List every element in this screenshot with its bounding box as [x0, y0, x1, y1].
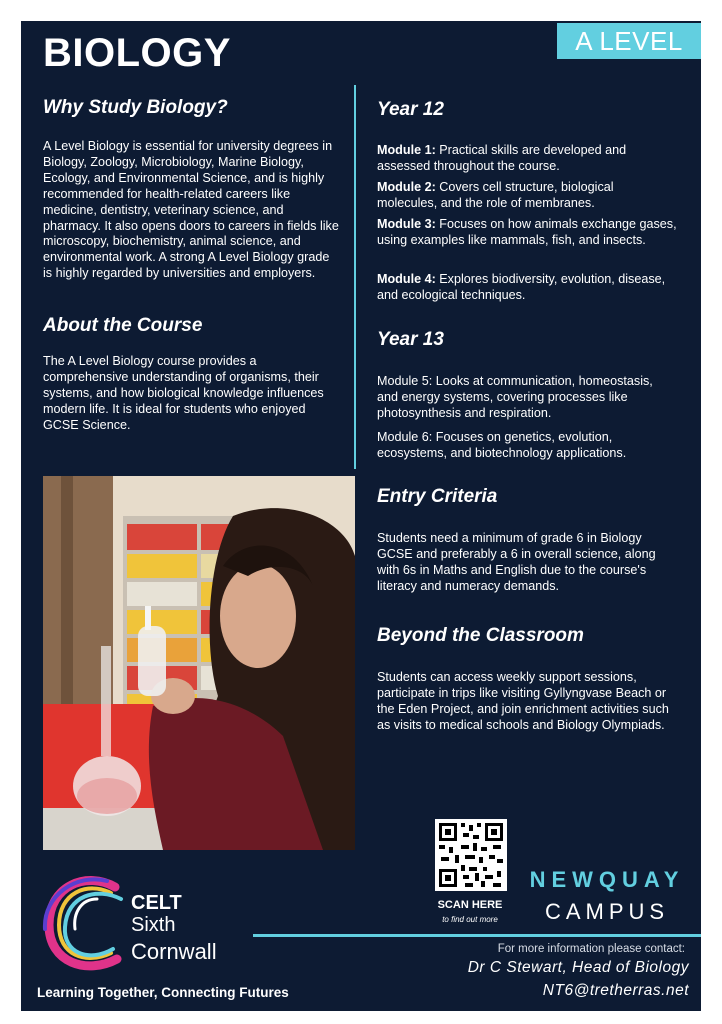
scan-here-label: SCAN HERE [437, 899, 503, 911]
contact-intro: For more information please contact: [497, 943, 685, 955]
module-4-text [377, 272, 677, 304]
module-4-label: Module 4: [377, 272, 436, 286]
about-course-heading: About the Course [43, 315, 203, 336]
campus-name: NEWQUAY [529, 867, 685, 892]
year-13-heading: Year 13 [377, 329, 444, 350]
year-12-heading: Year 12 [377, 99, 444, 120]
module-2-label: Module 2: [377, 180, 436, 194]
a-level-badge: A LEVEL [557, 23, 701, 59]
qr-code[interactable] [435, 819, 507, 891]
contact-name: Dr C Stewart, Head of Biology [467, 959, 689, 976]
module-6-text: Module 6: Focuses on genetics, evolution, ecosystems, and biotechnology applications. [377, 430, 627, 460]
why-study-text: A Level Biology is essential for university degrees in Biology, Zoology, Microbiology, Marine Biology, Ecology, and Environmental Science, and is highly recommended for health-related careers like medicine, dentistry, veterinary science, and pharmacy. It also opens doors to careers in fields like microscopy, biochemistry, animal science, and environmental work. A strong A Level Biology grade is highly regarded by universities and employers. [43, 139, 339, 281]
beyond-classroom-heading: Beyond the Classroom [377, 625, 584, 646]
column-divider [354, 85, 356, 469]
celt-logo-icon [37, 869, 133, 979]
brand-line-1: CELT [131, 892, 182, 914]
scan-subtext: to find out more [442, 915, 498, 924]
about-course-text: The A Level Biology course provides a comprehensive understanding of organisms, their systems, and how biological knowledge influences modern life. It is ideal for students who enjoyed GCSE Science. [43, 354, 324, 432]
why-study-heading: Why Study Biology? [43, 97, 228, 118]
module-1-label: Module 1: [377, 143, 436, 157]
beyond-classroom-text: Students can access weekly support sessions, participate in trips like visiting Gyllyngvase Beach or the Eden Project, and join enrichment activities such as visits to medical schools and Biology Olympiads. [377, 670, 669, 732]
module-4-desc: Explores biodiversity, evolution, disease, and ecological techniques. [377, 272, 666, 302]
module-1-desc: Practical skills are developed and assessed throughout the course. [377, 143, 627, 173]
campus-label: CAMPUS [544, 899, 670, 924]
brand-line-3: Cornwall [131, 939, 217, 964]
flyer-page [21, 21, 701, 1011]
module-2-text [377, 180, 677, 212]
footer-accent-line [253, 934, 701, 937]
entry-criteria-text: Students need a minimum of grade 6 in Biology GCSE and preferably a 6 in overall science, along with 6s in Maths and English due to the course's literacy and numeracy demands. [377, 531, 656, 593]
page-title: BIOLOGY [43, 31, 231, 75]
entry-criteria-heading: Entry Criteria [377, 486, 498, 507]
module-3-label: Module 3: [377, 217, 436, 231]
module-2-desc: Covers cell structure, biological molecules, and the role of membranes. [377, 180, 614, 210]
tagline: Learning Together, Connecting Futures [37, 985, 289, 1000]
module-1-text [377, 143, 677, 175]
brand-line-2: Sixth [131, 914, 176, 936]
module-5-text: Module 5: Looks at communication, homeostasis, and energy systems, covering processes like photosynthesis and respiration. [377, 374, 653, 420]
contact-email[interactable]: NT6@tretherras.net [542, 982, 689, 999]
student-lab-photo [43, 476, 355, 850]
module-3-desc: Focuses on how animals exchange gases, using examples like mammals, fish, and insects. [377, 217, 677, 247]
module-3-text [377, 217, 677, 249]
